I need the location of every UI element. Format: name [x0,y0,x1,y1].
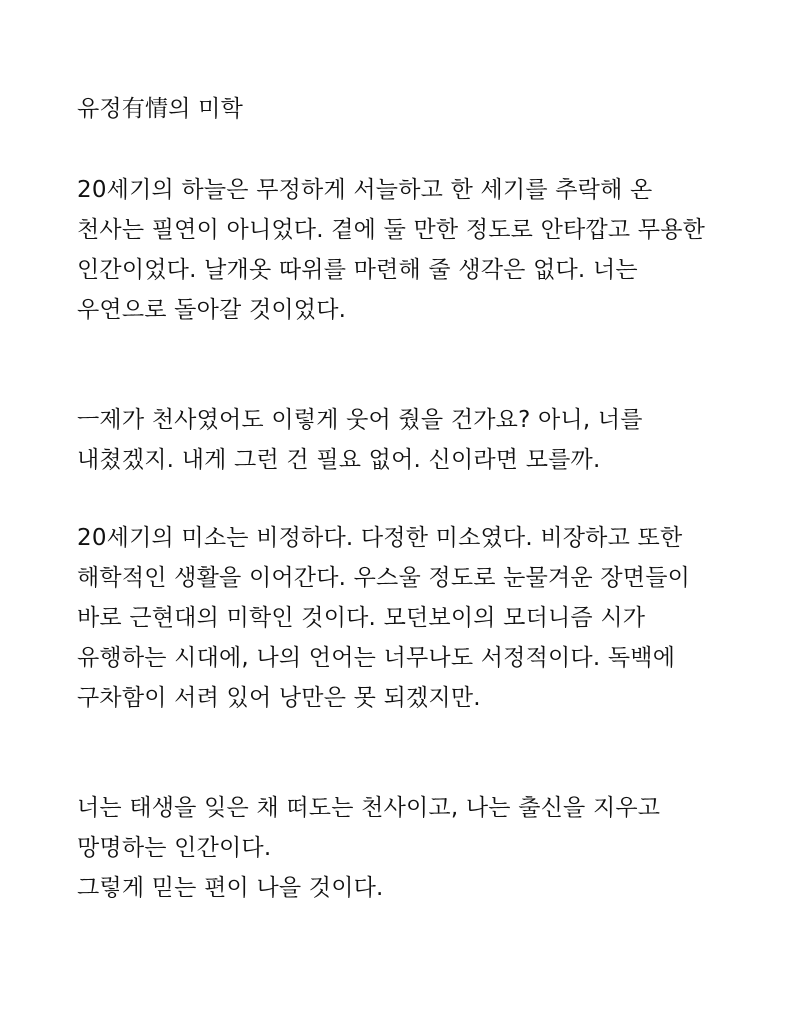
paragraph-line: 망명하는 인간이다. [77,835,272,861]
paragraph-line: 바로 근현대의 미학인 것이다. 모던보이의 모더니즘 시가 [77,605,646,631]
paragraph-line: 내쳤겠지. 내게 그런 건 필요 없어. 신이라면 모를까. [77,447,601,473]
paragraph-line: 해학적인 생활을 이어간다. 우스울 정도로 눈물겨운 장면들이 [77,565,691,591]
paragraph-line: 인간이었다. 날개옷 따위를 마련해 줄 생각은 없다. 너는 [77,257,638,283]
paragraph-line: 그렇게 믿는 편이 나을 것이다. [77,875,384,901]
document-title: 유정有情의 미학 [77,96,244,122]
paragraph-line: 유행하는 시대에, 나의 언어는 너무나도 서정적이다. 독백에 [77,645,676,671]
paragraph-line: ㅡ제가 천사였어도 이렇게 웃어 줬을 건가요? 아니, 너를 [77,407,643,433]
paragraph-line: 우연으로 돌아갈 것이었다. [77,297,347,323]
paragraph-line: 20세기의 하늘은 무정하게 서늘하고 한 세기를 추락해 온 [77,177,653,203]
paragraph-line: 20세기의 미소는 비정하다. 다정한 미소였다. 비장하고 또한 [77,525,683,551]
paragraph-line: 천사는 필연이 아니었다. 곁에 둘 만한 정도로 안타깝고 무용한 [77,217,706,243]
paragraph-line: 구차함이 서려 있어 낭만은 못 되겠지만. [77,685,481,711]
paragraph-line: 너는 태생을 잊은 채 떠도는 천사이고, 나는 출신을 지우고 [77,795,661,821]
